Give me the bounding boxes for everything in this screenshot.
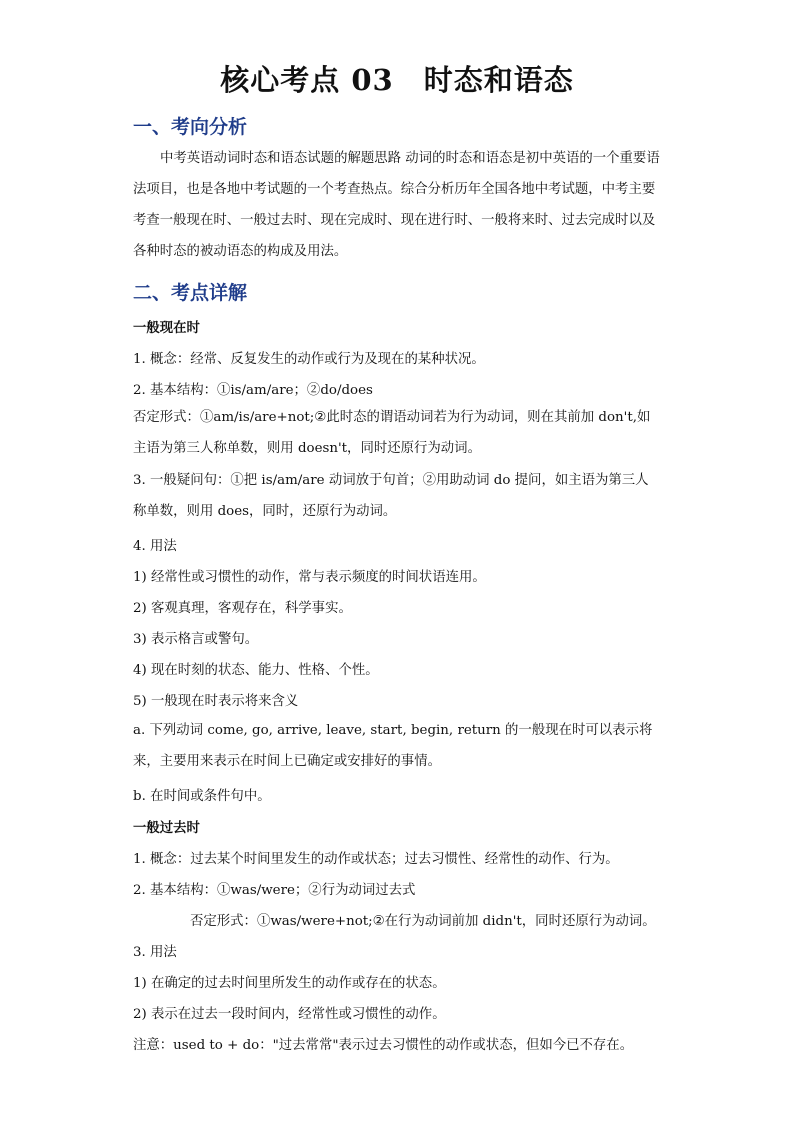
present-structure: 2. 基本结构：①is/am/are；②do/does <box>133 383 373 398</box>
past-concept: 1. 概念：过去某个时间里发生的动作或状态；过去习惯性、经常性的动作、行为。 <box>133 852 619 867</box>
present-usage-5: 5) 一般现在时表示将来含义 <box>133 694 299 709</box>
present-usage-b: b. 在时间或条件句中。 <box>133 789 271 804</box>
present-concept: 1. 概念：经常、反复发生的动作或行为及现在的某种状况。 <box>133 352 485 367</box>
past-usage-heading: 3. 用法 <box>133 945 177 960</box>
subheading-simple-present: 一般现在时 <box>133 320 200 336</box>
subheading-simple-past: 一般过去时 <box>133 820 200 836</box>
page-title: 核心考点 03 时态和语态 <box>220 63 574 97</box>
past-structure: 2. 基本结构：①was/were；②行为动词过去式 <box>133 883 416 898</box>
present-negative: 否定形式：①am/is/are+not;②此时态的谓语动词若为行为动词，则在其前加 don't,如主语为第三人称单数，则用 doesn't，同时还原行为动词。 <box>133 410 651 456</box>
present-question: 3. 一般疑问句：①把 is/am/are 动词放于句首；②用助动词 do 提问，如主语为第三人称单数，则用 does，同时，还原行为动词。 <box>133 473 649 519</box>
present-usage-heading: 4. 用法 <box>133 539 177 554</box>
present-usage-4: 4) 现在时刻的状态、能力、性格、个性。 <box>133 663 379 678</box>
present-usage-1: 1) 经常性或习惯性的动作，常与表示频度的时间状语连用。 <box>133 570 486 585</box>
present-usage-3: 3) 表示格言或警句。 <box>133 632 259 647</box>
analysis-paragraph: 中考英语动词时态和语态试题的解题思路 动词的时态和语态是初中英语的一个重要语法项目，也是各地中考试题的一个考查热点。综合分析历年全国各地中考试题，中考主要考查一般现在时、一般过去时、现在完成时、现在进行时、一般将来时、过去完成时以及各种时态的被动语态的构成及用法。 <box>133 151 660 259</box>
past-usage-1: 1) 在确定的过去时间里所发生的动作或存在的状态。 <box>133 976 446 991</box>
present-usage-2: 2) 客观真理，客观存在，科学事实。 <box>133 601 352 616</box>
section-heading-details: 二、考点详解 <box>133 282 248 304</box>
past-note: 注意：used to + do："过去常常"表示过去习惯性的动作或状态，但如今已不存在。 <box>133 1038 634 1053</box>
section-heading-analysis: 一、考向分析 <box>133 116 248 138</box>
past-usage-2: 2) 表示在过去一段时间内，经常性或习惯性的动作。 <box>133 1007 446 1022</box>
present-usage-a: a. 下列动词 come, go, arrive, leave, start, begin, return 的一般现在时可以表示将来，主要用来表示在时间上已确定或安排好的事情。 <box>133 723 653 769</box>
past-negative: 否定形式：①was/were+not;②在行为动词前加 didn't，同时还原行为动词。 <box>190 914 656 929</box>
